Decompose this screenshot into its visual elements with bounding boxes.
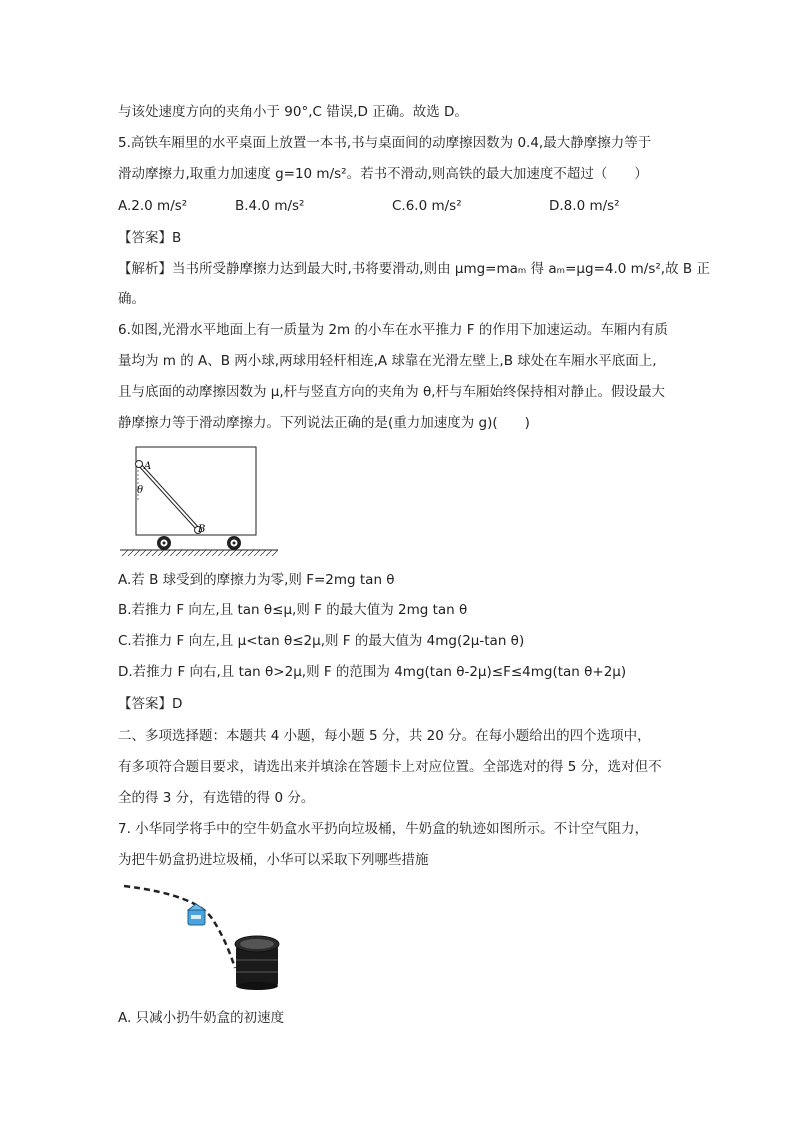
label-b: B — [198, 524, 206, 535]
question-6-line-4: 静摩擦力等于滑动摩擦力。下列说法正确的是(重力加速度为 g)( ) — [118, 415, 530, 431]
section-2-line-2: 有多项符合题目要求，请选出来并填涂在答题卡上对应位置。全部选对的得 5 分，选对但不 — [118, 759, 662, 775]
trajectory-path — [124, 886, 235, 968]
cart-box — [136, 447, 256, 535]
milk-carton-icon — [188, 904, 205, 925]
q6-option-a: A.若 B 球受到的摩擦力为零,则 F=2mg tan θ — [118, 572, 395, 588]
q7-option-a: A. 只减小扔牛奶盒的初速度 — [118, 1010, 285, 1026]
answer-5: 【答案】B — [118, 230, 182, 246]
q6-option-d: D.若推力 F 向右,且 tan θ>2μ,则 F 的范围为 4mg(tan θ-2μ)≤F≤4mg(tan θ+2μ) — [118, 664, 627, 680]
q5-option-a: A.2.0 m/s² — [118, 198, 188, 214]
question-5-line-2: 滑动摩擦力,取重力加速度 g=10 m/s²。若书不滑动,则高铁的最大加速度不超过（ ） — [118, 166, 648, 182]
analysis-5-line-2: 确。 — [118, 291, 145, 307]
label-a: A — [144, 461, 152, 472]
q5-option-b: B.4.0 m/s² — [235, 198, 305, 214]
question-7-line-2: 为把牛奶盒扔进垃圾桶，小华可以采取下列哪些措施 — [118, 852, 429, 868]
label-theta: θ — [137, 485, 144, 496]
question-6-line-2: 量均为 m 的 A、B 两小球,两球用轻杆相连,A 球靠在光滑左壁上,B 球处在车厢水平底面上, — [118, 353, 657, 369]
q6-option-c: C.若推力 F 向左,且 μ<tan θ≤2μ,则 F 的最大值为 4mg(2μ-tan θ) — [118, 633, 525, 649]
question-7-line-1: 7. 小华同学将手中的空牛奶盒水平扔向垃圾桶，牛奶盒的轨迹如图所示。不计空气阻力， — [118, 821, 649, 837]
q5-option-d: D.8.0 m/s² — [549, 198, 620, 214]
question-5-line-1: 5.高铁车厢里的水平桌面上放置一本书,书与桌面间的动摩擦因数为 0.4,最大静摩擦力等于 — [118, 135, 652, 151]
text-line: 与该处速度方向的夹角小于 90°,C 错误,D 正确。故选 D。 — [118, 104, 468, 120]
cart-figure — [118, 440, 288, 560]
section-2-line-1: 二、多项选择题：本题共 4 小题，每小题 5 分，共 20 分。在每小题给出的四个选项中， — [118, 728, 651, 744]
section-2-line-3: 全的得 3 分，有选错的得 0 分。 — [118, 790, 315, 806]
q5-option-c: C.6.0 m/s² — [392, 198, 462, 214]
trajectory-figure — [118, 880, 298, 995]
question-6-line-3: 且与底面的动摩擦因数为 μ,杆与竖直方向的夹角为 θ,杆与车厢始终保持相对静止。假设最大 — [118, 384, 666, 400]
answer-6: 【答案】D — [118, 696, 183, 712]
ground-hatch — [122, 550, 278, 556]
ball-a — [136, 461, 143, 468]
question-6-line-1: 6.如图,光滑水平地面上有一质量为 2m 的小车在水平推力 F 的作用下加速运动。车厢内有质 — [118, 322, 668, 338]
trash-bin-icon — [235, 936, 279, 990]
q6-option-b: B.若推力 F 向左,且 tan θ≤μ,则 F 的最大值为 2mg tan θ — [118, 602, 468, 618]
analysis-5-line-1: 【解析】当书所受静摩擦力达到最大时,书将要滑动,则由 μmg=maₘ 得 aₘ=μg=4.0 m/s²,故 B 正 — [118, 261, 710, 277]
